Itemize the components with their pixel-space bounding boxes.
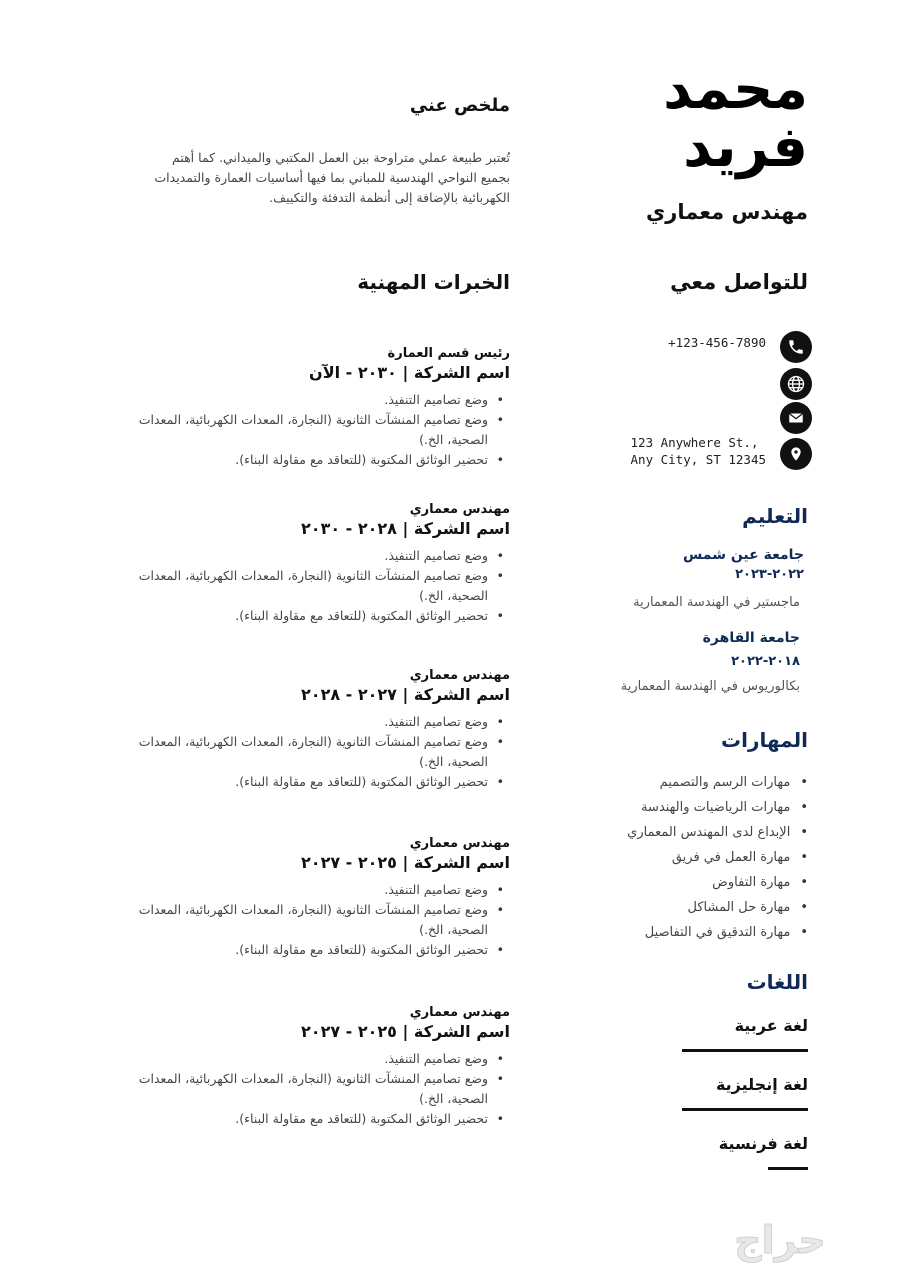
contact-section-title: للتواصل معي (670, 270, 808, 294)
skill-item: • الإبداع لدى المهندس المعماري (558, 820, 808, 845)
experience-item (130, 502, 510, 626)
phone-number: +123-456-7890 (668, 334, 766, 350)
experience-section-title: الخبرات المهنية (357, 270, 510, 294)
job-company-dates: اسم الشركة | ٢٠٢٨ - ٢٠٣٠ (301, 519, 510, 538)
job-task: • تحضير الوثائق المكتوبة (للتعاقد مع مقاولة البناء). (130, 940, 510, 960)
language-item (682, 1016, 808, 1052)
job-company-dates: اسم الشركة | ٢٠٣٠ - الآن (309, 363, 510, 382)
globe-icon (780, 368, 812, 400)
job-task: • تحضير الوثائق المكتوبة (للتعاقد مع مقاولة البناء). (130, 1109, 510, 1129)
job-task: • وضع تصاميم المنشآت الثانوية (النجارة، المعدات الكهربائية، المعدات الصحية، الخ.) (130, 900, 510, 940)
job-tasks (130, 1049, 510, 1129)
education-section-title: التعليم (742, 504, 808, 528)
name-last: فريد (683, 115, 808, 180)
experience-item (130, 836, 510, 960)
job-title: مهندس معماري (645, 200, 808, 224)
job-role: مهندس معماري (409, 668, 510, 683)
job-tasks (130, 712, 510, 792)
address-line-2: Any City, ST 12345 (630, 452, 766, 467)
job-tasks (130, 546, 510, 626)
education-degree: ماجستير في الهندسة المعمارية (633, 595, 800, 610)
job-task: • وضع تصاميم المنشآت الثانوية (النجارة، المعدات الكهربائية، المعدات الصحية، الخ.) (130, 566, 510, 606)
education-years: ٢٠٢٢-٢٠٢٣ (735, 567, 804, 582)
email-icon (780, 402, 812, 434)
job-task: • وضع تصاميم التنفيذ. (130, 712, 510, 732)
address-line-1: 123 Anywhere St., (630, 435, 759, 450)
experience-item (130, 346, 510, 470)
contact-phone-row (668, 331, 812, 363)
skill-item: • مهارة التفاوض (558, 870, 808, 895)
job-task: • وضع تصاميم التنفيذ. (130, 390, 510, 410)
contact-email-row (780, 402, 812, 434)
address (631, 434, 766, 468)
experience-item (130, 668, 510, 792)
job-company-dates: اسم الشركة | ٢٠٢٥ - ٢٠٢٧ (301, 853, 510, 872)
job-role: مهندس معماري (409, 502, 510, 517)
job-tasks (130, 390, 510, 470)
phone-icon (780, 331, 812, 363)
skills-section-title: المهارات (721, 728, 808, 752)
language-level-bar (768, 1167, 808, 1170)
education-degree: بكالوريوس في الهندسة المعمارية (620, 679, 800, 694)
language-label: لغة إنجليزية (715, 1075, 808, 1094)
skill-item: • مهارة العمل في فريق (558, 845, 808, 870)
language-level-bar (682, 1049, 808, 1052)
job-task: • وضع تصاميم المنشآت الثانوية (النجارة، المعدات الكهربائية، المعدات الصحية، الخ.) (130, 1069, 510, 1109)
job-task: • وضع تصاميم التنفيذ. (130, 1049, 510, 1069)
languages-section-title: اللغات (746, 970, 808, 994)
job-role: مهندس معماري (409, 836, 510, 851)
language-level-bar (682, 1108, 808, 1111)
skill-item: • مهارة التدقيق في التفاصيل (558, 920, 808, 945)
skill-item: • مهارات الرسم والتصميم (558, 770, 808, 795)
education-university: جامعة القاهرة (702, 630, 800, 646)
job-task: • وضع تصاميم التنفيذ. (130, 546, 510, 566)
name-first: محمد (663, 57, 808, 122)
skills-list (558, 770, 808, 945)
job-role: رئيس قسم العمارة (387, 346, 510, 361)
job-role: مهندس معماري (409, 1005, 510, 1020)
job-company-dates: اسم الشركة | ٢٠٢٧ - ٢٠٢٨ (301, 685, 510, 704)
skill-item: • مهارات الرياضيات والهندسة (558, 795, 808, 820)
contact-web-row (780, 368, 812, 400)
language-item (682, 1134, 808, 1170)
contact-address-row (630, 435, 812, 470)
skill-item: • مهارة حل المشاكل (558, 895, 808, 920)
person-name (548, 57, 808, 180)
watermark-text: حراج (734, 1218, 826, 1262)
education-years: ٢٠١٨-٢٠٢٢ (731, 654, 800, 669)
language-label: لغة فرنسية (718, 1134, 808, 1153)
job-tasks (130, 880, 510, 960)
job-task: • تحضير الوثائق المكتوبة (للتعاقد مع مقاولة البناء). (130, 772, 510, 792)
location-icon (780, 438, 812, 470)
job-task: • وضع تصاميم التنفيذ. (130, 880, 510, 900)
language-label: لغة عربية (734, 1016, 808, 1035)
language-item (682, 1075, 808, 1111)
job-task: • وضع تصاميم المنشآت الثانوية (النجارة، المعدات الكهربائية، المعدات الصحية، الخ.) (130, 410, 510, 450)
education-university: جامعة عين شمس (683, 547, 804, 563)
experience-item (130, 1005, 510, 1129)
job-task: • وضع تصاميم المنشآت الثانوية (النجارة، المعدات الكهربائية، المعدات الصحية، الخ.) (130, 732, 510, 772)
job-company-dates: اسم الشركة | ٢٠٢٥ - ٢٠٢٧ (301, 1022, 510, 1041)
haraj-watermark-logo (660, 1215, 900, 1267)
summary-section-title: ملخص عني (409, 95, 510, 116)
summary-text: تُعتبر طبيعة عملي متراوحة بين العمل المكتبي والميداني. كما أهتم بجميع النواحي الهندسية للمباني بما فيها أساسيات العمارة والتمديدات الكهربائية بالإضافة إلى أنظمة التدفئة والتكييف. (154, 150, 510, 205)
job-task: • تحضير الوثائق المكتوبة (للتعاقد مع مقاولة البناء). (130, 450, 510, 470)
job-task: • تحضير الوثائق المكتوبة (للتعاقد مع مقاولة البناء). (130, 606, 510, 626)
